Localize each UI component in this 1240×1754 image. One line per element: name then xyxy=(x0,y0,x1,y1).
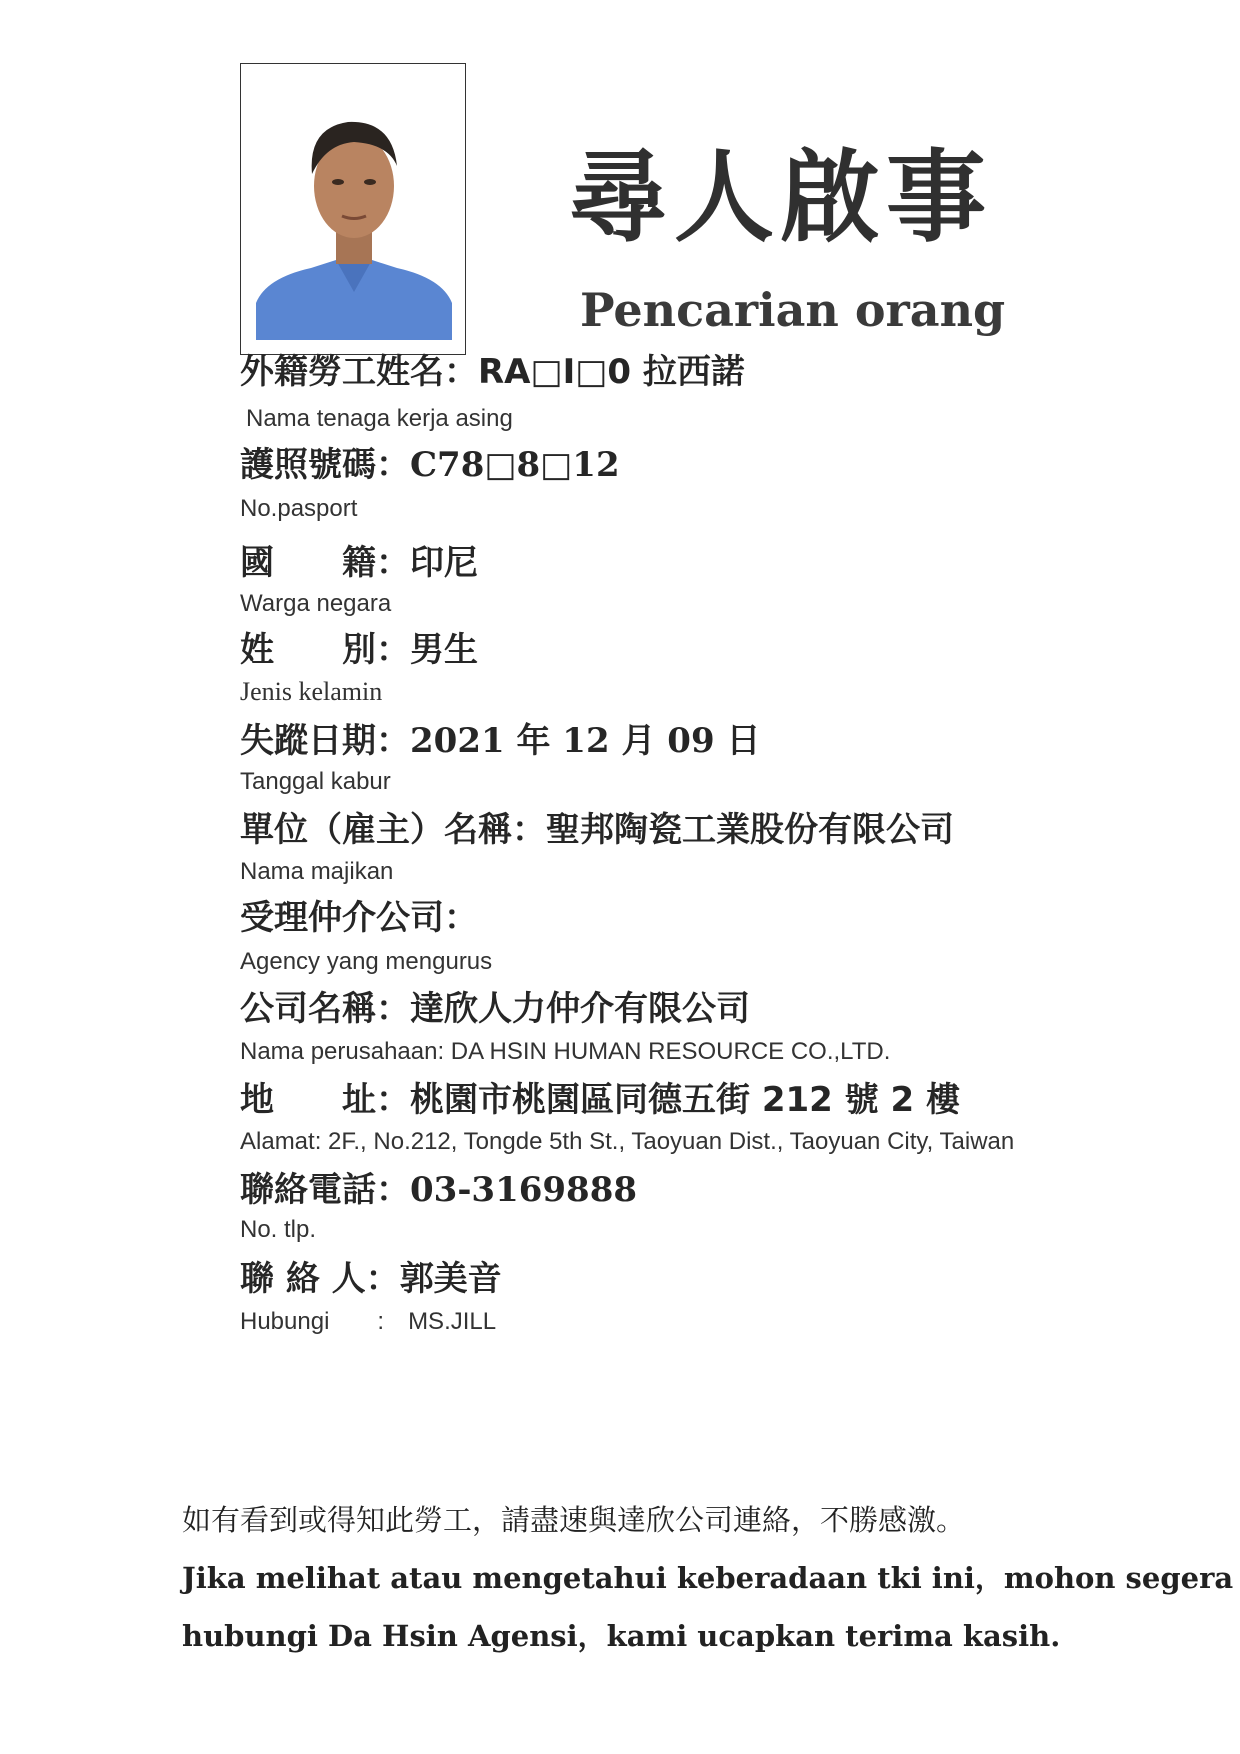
field-contact xyxy=(240,1257,502,1301)
field-company-label: 公司名稱： xyxy=(240,989,410,1029)
field-company-value: 達欣人力仲介有限公司 xyxy=(410,989,750,1029)
field-agency xyxy=(240,896,478,940)
field-employer-value: 聖邦陶瓷工業股份有限公司 xyxy=(546,810,954,850)
field-phone-value: 03-3169888 xyxy=(410,1170,638,1210)
field-employer xyxy=(240,808,954,852)
field-address xyxy=(240,1078,960,1122)
field-address-label-id: Alamat: 2F., No.212, Tongde 5th St., Taoyuan Dist., Taoyuan City, Taiwan xyxy=(240,1128,1015,1155)
field-employer-label-id: Nama majikan xyxy=(240,858,394,885)
footer-indonesian-line-2: hubungi Da Hsin Agensi，kami ucapkan terima kasih. xyxy=(182,1619,1061,1653)
field-gender xyxy=(240,628,478,672)
title-chinese: 尋人啟事 xyxy=(568,139,992,256)
field-gender-label-id: Jenis kelamin xyxy=(240,677,383,706)
field-phone xyxy=(240,1168,637,1212)
field-company-label-id: Nama perusahaan: DA HSIN HUMAN RESOURCE CO.,LTD. xyxy=(240,1038,891,1065)
field-company xyxy=(240,987,750,1031)
field-name-label-id: Nama tenaga kerja asing xyxy=(246,405,513,432)
field-contact-label: 聯 絡 人： xyxy=(240,1259,400,1299)
field-name xyxy=(240,350,745,394)
field-address-value: 桃園市桃園區同德五街 212 號 2 樓 xyxy=(410,1080,960,1120)
field-nationality-label-id: Warga negara xyxy=(240,590,392,617)
field-passport-value: C78□8□12 xyxy=(410,445,620,485)
field-agency-label: 受理仲介公司： xyxy=(240,898,478,938)
field-nationality xyxy=(240,541,478,585)
field-gender-value: 男生 xyxy=(410,630,478,670)
field-employer-label: 單位（雇主）名稱： xyxy=(240,810,546,850)
field-missing-date xyxy=(240,719,760,763)
field-missing-date-label: 失蹤日期： xyxy=(240,721,410,761)
field-phone-label: 聯絡電話： xyxy=(240,1170,410,1210)
title-indonesian: Pencarian orang xyxy=(580,283,1006,337)
footer-chinese: 如有看到或得知此勞工，請盡速與達欣公司連絡，不勝感激。 xyxy=(182,1503,966,1537)
field-phone-label-id: No. tlp. xyxy=(240,1216,317,1243)
field-passport-label-id: No.pasport xyxy=(240,495,358,522)
field-nationality-value: 印尼 xyxy=(410,543,478,583)
field-gender-label: 姓 別： xyxy=(240,630,410,670)
field-passport xyxy=(240,443,620,487)
field-contact-label-id: Hubungi : MS.JILL xyxy=(240,1308,497,1335)
field-nationality-label: 國 籍： xyxy=(240,543,410,583)
field-name-value: RA□I□0 拉西諾 xyxy=(478,352,745,392)
field-name-label: 外籍勞工姓名： xyxy=(240,352,478,392)
portrait-image xyxy=(256,78,452,340)
field-passport-label: 護照號碼： xyxy=(240,445,410,485)
field-agency-label-id: Agency yang mengurus xyxy=(240,948,493,975)
field-missing-date-label-id: Tanggal kabur xyxy=(240,768,391,795)
footer-indonesian-line-1: Jika melihat atau mengetahui keberadaan tki ini，mohon segera xyxy=(182,1561,1234,1595)
field-address-label: 地 址： xyxy=(240,1080,410,1120)
field-missing-date-value: 2021 年 12 月 09 日 xyxy=(410,721,761,761)
worker-photo xyxy=(240,63,466,355)
field-contact-value: 郭美音 xyxy=(399,1259,502,1299)
